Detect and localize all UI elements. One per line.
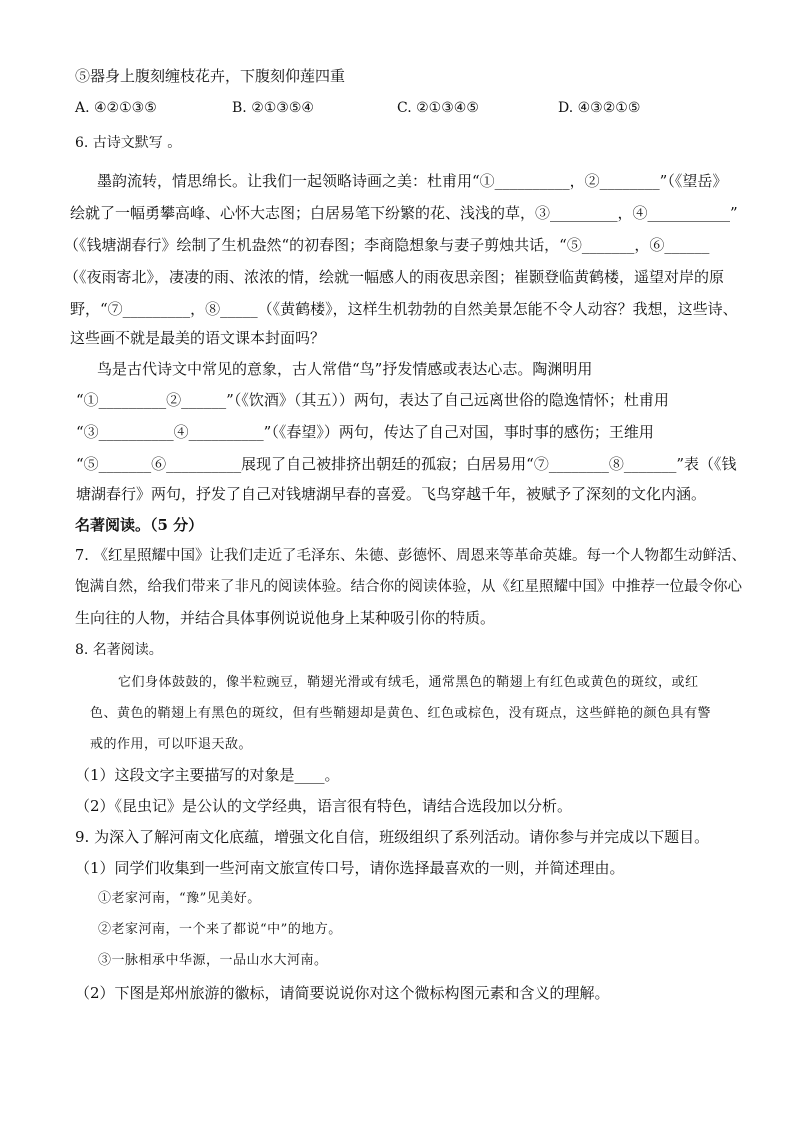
q6-para1-line: 这些画不就是最美的语文课本封面吗？ xyxy=(70,329,326,347)
q6-para2-line: “①_________②______”（《饮酒》（其五））两句，表达了自己远离世俗的隐逸情怀；杜甫用 xyxy=(76,391,669,409)
q5-option-d: D. ④③②①⑤ xyxy=(558,100,641,116)
section-title: 名著阅读。（5 分） xyxy=(75,516,204,534)
q6-para1-line: （《夜雨寄北》，凄凄的雨、浓浓的情，绘就一幅感人的雨夜思亲图；崔颢登临黄鹤楼，遥望对岸的原 xyxy=(64,268,725,286)
q9-slogan: ③一脉相承中华源，一品山水大河南。 xyxy=(98,953,328,968)
q5-option-c: C. ②①③④⑤ xyxy=(397,100,479,116)
q8-heading: 8. 名著阅读。 xyxy=(75,642,163,658)
q8-passage-line: 色、黄色的鞘翅上有黑色的斑纹，但有些鞘翅却是黄色、红色或棕色，没有斑点，这些鲜艳的颜色具有警 xyxy=(90,706,712,721)
q6-para1-line: 野，“⑦_________，⑧_____（《黄鹤楼》，这样生机勃勃的自然美景怎能不令人动容？我想，这些诗、 xyxy=(70,300,738,318)
q6-heading: 6. 古诗文默写 。 xyxy=(75,135,182,151)
q7-line: 饱满自然，给我们带来了非凡的阅读体验。结合你的阅读体验，从《红星照耀中国》中推荐一位最令你心 xyxy=(75,579,742,595)
q8-passage-line: 戒的作用，可以吓退天敌。 xyxy=(90,737,253,752)
q9-slogan: ②老家河南，一个来了都说“中”的地方。 xyxy=(98,922,342,937)
q6-para2-line: 鸟是古代诗文中常见的意象，古人常借“鸟”抒发情感或表达心志。陶渊明用 xyxy=(97,360,593,378)
q5-option-a: A. ④②①③⑤ xyxy=(75,100,157,116)
q6-para2-line: “⑤_______⑥__________展现了自己被排挤出朝廷的孤寂；白居易用“⑦________⑧_______”表（《钱 xyxy=(76,455,737,473)
q8-sub2: （2）《昆虫记》是公认的文学经典，语言很有特色，请结合选段加以分析。 xyxy=(75,797,573,815)
q8-passage-line: 它们身体鼓鼓的，像半粒豌豆，鞘翅光滑或有绒毛，通常黑色的鞘翅上有红色或黄色的斑纹，或红 xyxy=(118,675,699,690)
q8-sub1: （1）这段文字主要描写的对象是____。 xyxy=(75,766,340,784)
q9-heading: 9. 为深入了解河南文化底蕴，增强文化自信，班级组织了系列活动。请你参与并完成以下题目。 xyxy=(75,828,710,846)
q7-line: 生向往的人物，并结合具体事例说说他身上某种吸引你的特质。 xyxy=(75,609,496,627)
q6-para1-line: 绘就了一幅勇攀高峰、心怀大志图；白居易笔下纷繁的花、浅浅的草，③_________，④___________” xyxy=(70,204,738,222)
q9-sub2: （2）下图是郑州旅游的徽标，请简要说说你对这个微标构图元素和含义的理解。 xyxy=(75,984,610,1002)
q6-para2-line: “③__________④__________”（《春望》）两句，传达了自己对国，事时事的感伤；王维用 xyxy=(76,423,654,441)
q6-para1-line: 墨韵流转，情思绵长。让我们一起领略诗画之美：杜甫用“①__________，②________”（《望岳》 xyxy=(97,172,728,190)
q9-slogan: ①老家河南，“豫”见美好。 xyxy=(98,891,261,906)
q5-item5: ⑤器身上腹刻缠枝花卉，下腹刻仰莲四重 xyxy=(75,67,346,85)
q9-sub1: （1）同学们收集到一些河南文旅宣传口号，请你选择最喜欢的一则，并简述理由。 xyxy=(75,859,625,877)
q5-option-b: B. ②①③⑤④ xyxy=(232,100,314,116)
q6-para1-line: （《钱塘湖春行》绘制了生机盎然“的初春图；李商隐想象与妻子剪烛共话，“⑤_______，⑥______ xyxy=(64,236,710,254)
q6-para2-line: 塘湖春行》两句，抒发了自己对钱塘湖早春的喜爱。飞鸟穿越千年，被赋予了深刻的文化内涵。 xyxy=(76,485,707,503)
q7-line: 7. 《红星照耀中国》让我们走近了毛泽东、朱德、彭德怀、周恩来等革命英雄。每一个人物都生动鲜活、 xyxy=(75,548,746,564)
